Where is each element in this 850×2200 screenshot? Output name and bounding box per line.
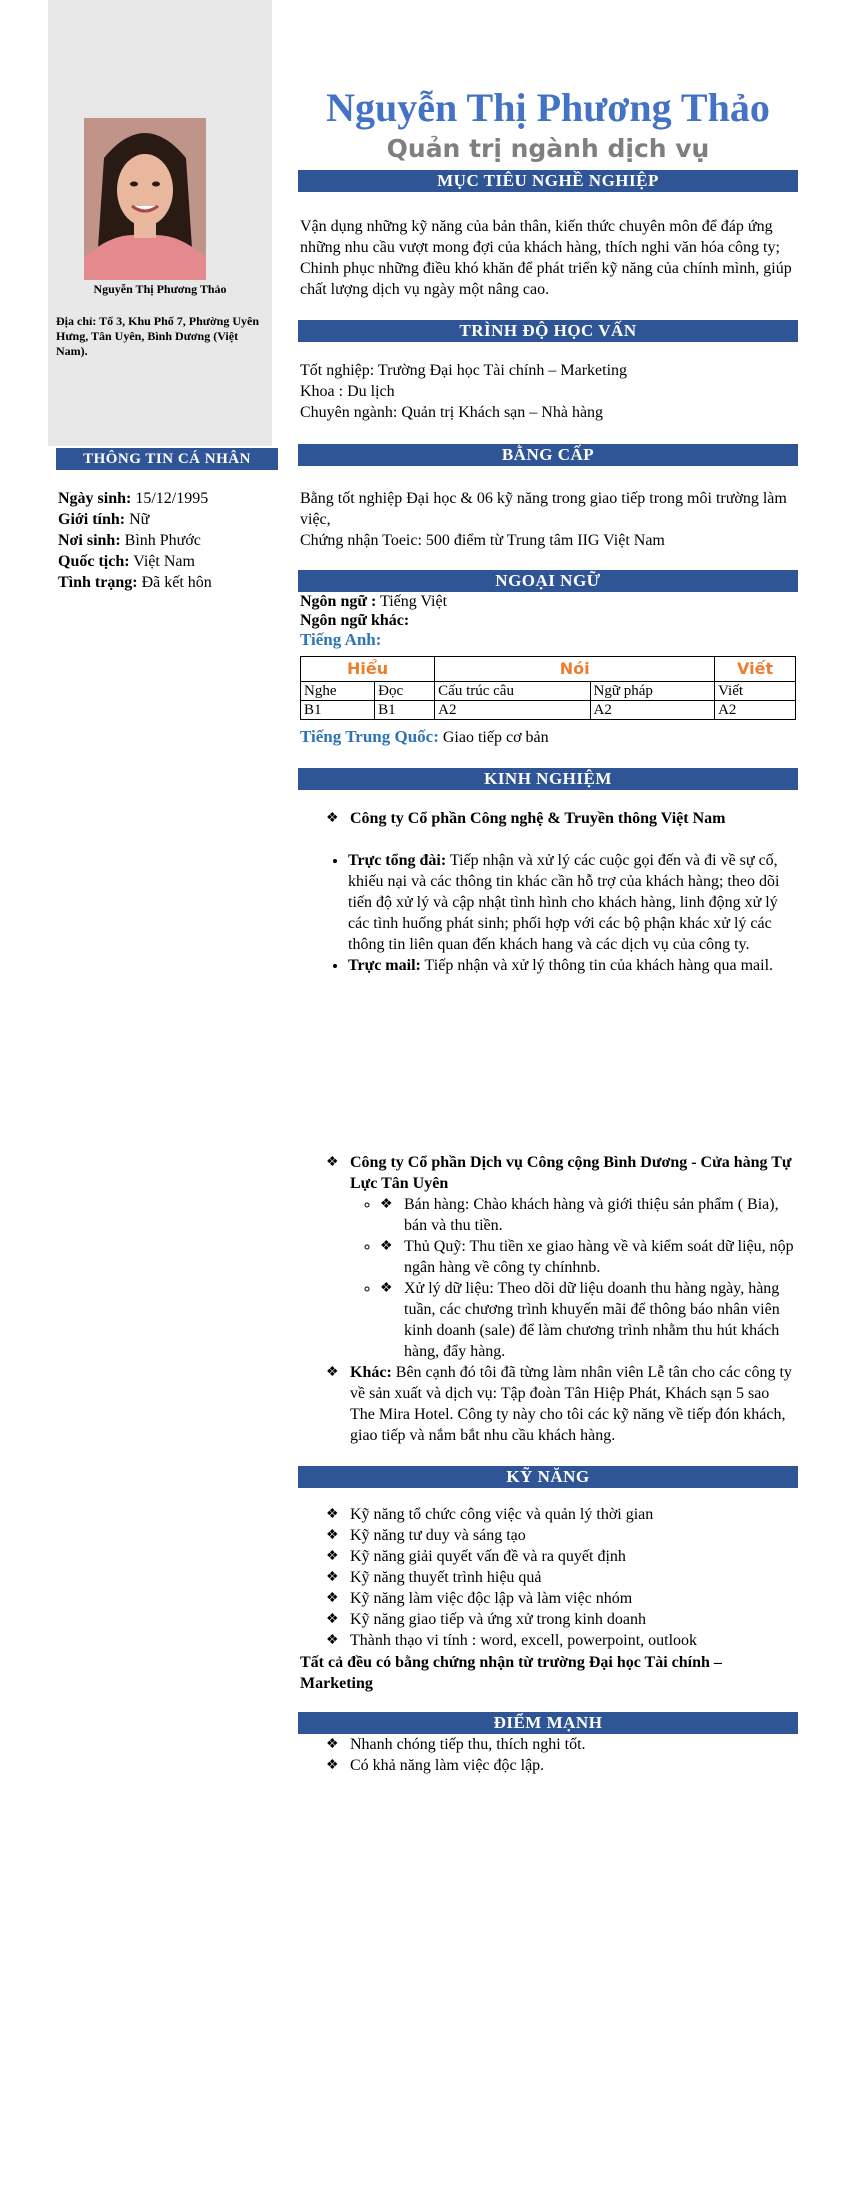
list-item: • Trực mail: Tiếp nhận và xử lý thông tin của khách hàng qua mail. [348,955,796,976]
job-title: Quản trị ngành dịch vụ [386,134,710,163]
table-header: Nói [435,657,715,682]
strengths-heading: ĐIỂM MẠNH [298,1712,798,1734]
gender: Giới tính: Nữ [58,511,150,528]
list-item: ❖ Kỹ năng thuyết trình hiệu quả [326,1567,796,1588]
table-cell: B1 [375,701,435,720]
certificate-line: Bằng tốt nghiệp Đại học & 06 kỹ năng trong giao tiếp trong môi trường làm việc, [300,490,787,528]
table-cell: Nghe [301,682,375,701]
skills-note: Tất cả đều có bằng chứng nhận từ trường Đại học Tài chính – Marketing [300,1654,722,1692]
table-header: Viết [715,657,796,682]
chinese-language: Tiếng Trung Quốc: Giao tiếp cơ bản [300,727,549,746]
page-title: Nguyễn Thị Phương Thảo [326,85,770,130]
list-item: ❖ Thành thạo vi tính : word, excell, powerpoint, outlook [326,1630,796,1651]
education-line: Tốt nghiệp: Trường Đại học Tài chính – Marketing [300,362,628,379]
company-1-duties [326,850,796,976]
education-section [300,360,796,423]
list-item: ❖ ◦ Xử lý dữ liệu: Theo dõi dữ liệu doanh thu hàng ngày, hàng tuần, các chương trình khuyến mãi để thông báo nhân viên kinh doanh (sale) để làm chương trình nhằm thu hút khách hàng, đẩy hàng. [380,1278,796,1362]
list-item: ❖ Kỹ năng tư duy và sáng tạo [326,1525,796,1546]
skills-list [326,1504,796,1651]
certificates-heading: BẰNG CẤP [298,444,798,466]
list-item: • Trực tổng đài: Tiếp nhận và xử lý các cuộc gọi đến và đi về sự cố, khiếu nại và các thông tin khác cần hỗ trợ của khách hàng; theo dõi tiến độ xử lý và cập nhật tình hình cho khách hàng, linh động xử lý các tình huống phát sinh; phối hợp với các bộ phận khác xử lý các thông tin liên quan đến khách hang và các dịch vụ của công ty. [348,850,796,955]
native-language: Ngôn ngữ : Tiếng Việt [300,593,448,610]
education-line: Chuyên ngành: Quản trị Khách sạn – Nhà hàng [300,404,604,421]
table-header: Hiểu [301,657,435,682]
table-cell: A2 [590,701,715,720]
address: Địa chỉ: Tổ 3, Khu Phố 7, Phường Uyên Hưng, Tân Uyên, Bình Dương (Việt Nam). [56,314,259,358]
company-1-name: Công ty Cổ phần Công nghệ & Truyền thông Việt Nam [350,810,726,827]
table-cell: A2 [435,701,590,720]
list-item: ❖ Kỹ năng làm việc độc lập và làm việc nhóm [326,1588,796,1609]
nationality: Quốc tịch: Việt Nam [58,553,195,570]
list-item: ❖ Kỹ năng giải quyết vấn đề và ra quyết định [326,1546,796,1567]
list-item: ❖ Có khả năng làm việc độc lập. [326,1755,796,1776]
table-cell: Ngữ pháp [590,682,715,701]
english-label: Tiếng Anh: [300,630,382,649]
skills-heading: KỸ NĂNG [298,1466,798,1488]
list-item: ❖ Kỹ năng giao tiếp và ứng xử trong kinh doanh [326,1609,796,1630]
sidebar-name: Nguyễn Thị Phương Thảo [93,282,227,296]
table-cell: Cấu trúc câu [435,682,590,701]
avatar [84,118,206,280]
personal-info [58,488,278,593]
languages-section [300,592,796,649]
company-1 [326,808,796,829]
list-item: ❖ ◦ Bán hàng: Chào khách hàng và giới thiệu sản phẩm ( Bia), bán và thu tiền. [380,1194,796,1236]
other-languages-label: Ngôn ngữ khác: [300,612,410,629]
table-cell: Đọc [375,682,435,701]
objective-text: Vận dụng những kỹ năng của bản thân, kiến thức chuyên môn để đáp ứng những nhu cầu vượt mong đợi của khách hàng, thích nghi văn hóa công ty; Chinh phục những điều khó khăn để phát triển kỹ năng của chính mình, giúp chất lượng dịch vụ ngày một nâng cao. [300,218,792,298]
other-experience: ❖ Khác: Bên cạnh đó tôi đã từng làm nhân viên Lễ tân cho các công ty về sản xuất và dịch vụ: Tập đoàn Tân Hiệp Phát, Khách sạn 5 sao The Mira Hotel. Công ty này cho tôi các kỹ năng về tiếp đón khách, giao tiếp và nắm bắt nhu cầu khách hàng. [326,1362,796,1446]
company-2-name: Công ty Cổ phần Dịch vụ Công cộng Bình Dương - Cửa hàng Tự Lực Tân Uyên [350,1154,792,1192]
company-2 [326,1152,796,1446]
experience-heading: KINH NGHIỆM [298,768,798,790]
languages-heading: NGOẠI NGỮ [298,570,798,592]
list-item: ❖ Kỹ năng tổ chức công việc và quản lý thời gian [326,1504,796,1525]
education-line: Khoa : Du lịch [300,383,395,400]
table-cell: A2 [715,701,796,720]
education-heading: TRÌNH ĐỘ HỌC VẤN [298,320,798,342]
birth-place: Nơi sinh: Bình Phước [58,532,201,549]
table-cell: Viết [715,682,796,701]
table-cell: B1 [301,701,375,720]
list-item: ❖ ◦ Thủ Quỹ: Thu tiền xe giao hàng về và kiểm soát dữ liệu, nộp ngân hàng về công ty chínhnb. [380,1236,796,1278]
marital-status: Tình trạng: Đã kết hôn [58,574,212,591]
english-level-table [300,656,796,720]
birth-date: Ngày sinh: 15/12/1995 [58,490,209,507]
personal-info-heading: THÔNG TIN CÁ NHÂN [56,448,278,470]
list-item: ❖ Nhanh chóng tiếp thu, thích nghi tốt. [326,1734,796,1755]
certificate-line: Chứng nhận Toeic: 500 điểm từ Trung tâm IIG Việt Nam [300,532,665,549]
strengths-list [326,1734,796,1776]
certificates-section [300,488,796,551]
objective-heading: MỤC TIÊU NGHỀ NGHIỆP [298,170,798,192]
